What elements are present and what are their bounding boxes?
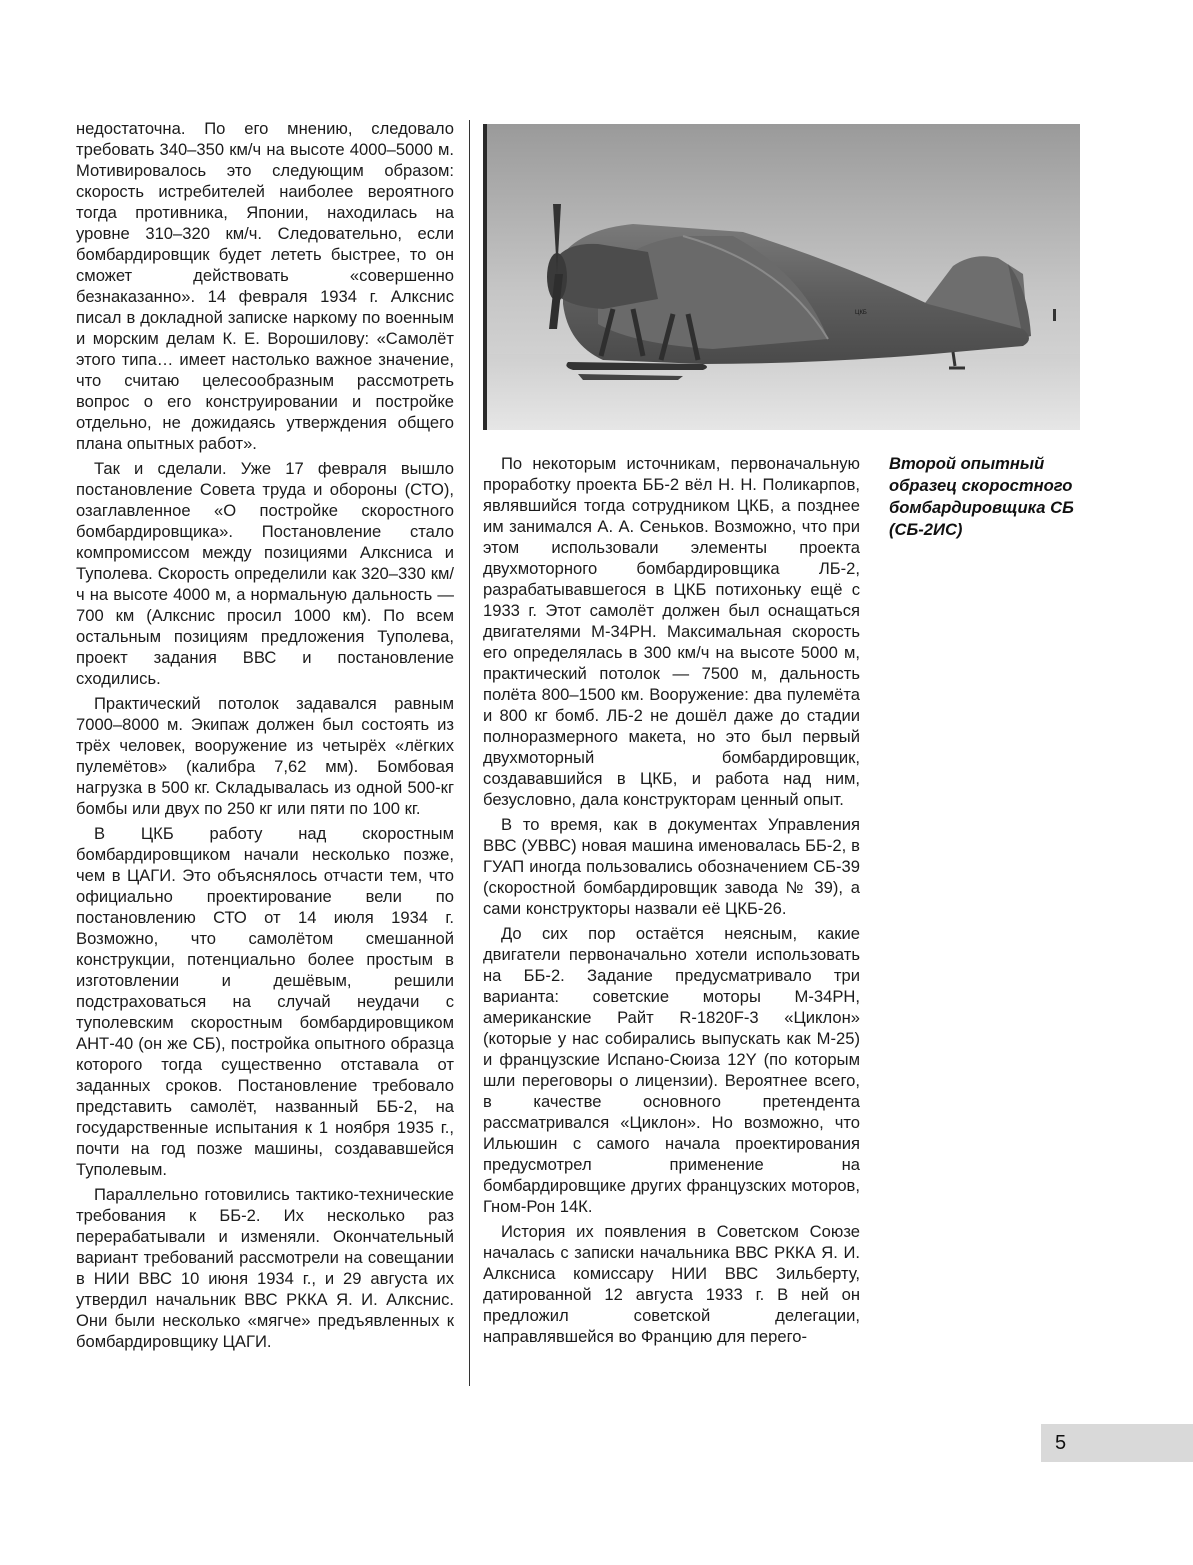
middle-text-column [483, 453, 860, 1351]
paragraph: История их появления в Советском Союзе началась с записки начальника ВВС РККА Я. И. Алксниса комиссару НИИ ВВС Зильберту, датированной 12 августа 1933 г. В ней он предложил советской делегации, направлявшейся во Францию для перего- [483, 1222, 860, 1346]
page-number-tab [1041, 1424, 1193, 1462]
paragraph: Практический потолок задавался равным 7000–8000 м. Экипаж должен был состоять из трёх человек, вооружение из четырёх «лёгких пулемётов» (калибра 7,62 мм). Бомбовая нагрузка в 500 кг. Складывалась из одной 500-кг бомбы или двух по 250 кг или пяти по 100 кг. [76, 694, 454, 818]
paragraph: До сих пор остаётся неясным, какие двигатели первоначально хотели использовать на ББ-2. Задание предусматривало три варианта: советские моторы М-34РН, американские Райт R-1820F-3 «Циклон» (которые у нас собирались выпускать как М-25) и французские Испано-Сюиза 12Y (по которым шли переговоры о лицензии). Вероятнее всего, в качестве основного претендента рассматривался «Циклон». Но возможно, что Ильюшин с самого начала проектирования предусмотрел применение на бомбардировщике других французских моторов, Гном-Рон 14К. [483, 924, 860, 1216]
paragraph: Так и сделали. Уже 17 февраля вышло постановление Совета труда и обороны (СТО), озаглавленное «О постройке скоростного бомбардировщика». Постановление стало компромиссом между позициями Алксниса и Туполева. Скорость определили как 320–330 км/ч на высоте 4000 м, а нормальную дальность — 700 км (Алкснис просил 1000 км). По всем остальным позициям предложения Туполева, проект задания ВВС и постановление сходились. [76, 459, 454, 688]
photo-caption: Второй опытный образец скоростного бомбардировщика СБ (СБ-2ИС) [889, 454, 1074, 539]
left-text-column [76, 118, 454, 1356]
paragraph: В ЦКБ работу над скоростным бомбардировщиком начали несколько позже, чем в ЦАГИ. Это объяснялось отчасти тем, что официально проектирование вели по постановлению СТО от 14 июля 1934 г. Возможно, что самолётом смешанной конструкции, потенциально более простым в изготовлении и дешёвым, решили подстраховаться на случай неудачи с туполевским скоростным бомбардировщиком АНТ-40 (он же СБ), постройка опытного образца которого тогда существенно отставала от заданных сроков. Постановление требовало представить самолёт, названный ББ-2, на государственные испытания к 1 ноября 1935 г., почти на год позже машины, создававшейся Туполевым. [76, 824, 454, 1179]
column-divider [469, 120, 470, 1386]
page-number: 5 [1055, 1432, 1067, 1454]
paragraph: В то время, как в документах Управления ВВС (УВВС) новая машина именовалась ББ-2, в ГУАП иногда пользовались обозначением СБ-39 (скоростной бомбардировщик завода № 39), а сами конструкторы назвали её ЦКБ-26. [483, 815, 860, 918]
paragraph: Параллельно готовились тактико-технические требования к ББ-2. Их несколько раз перерабатывали и изменяли. Окончательный вариант требований рассмотрели на совещании в НИИ ВВС 10 июня 1934 г., и 29 августа их утвердил начальник ВВС РККА Я. И. Алкснис. Они были несколько «мягче» предъявленных к бомбардировщику ЦАГИ. [76, 1185, 454, 1351]
fuselage-marking: ЦКБ [855, 310, 867, 316]
aircraft-photo [483, 124, 1080, 430]
paragraph: По некоторым источникам, первоначальную проработку проекта ББ-2 вёл Н. Н. Поликарпов, являвшийся тогда сотрудником ЦКБ, а позднее им занимался А. А. Сеньков. Возможно, что при этом использовали элементы проекта двухмоторного бомбардировщика ЛБ-2, разрабатывавшегося в ЦКБ потихоньку ещё с 1933 г. Этот самолёт должен был оснащаться двигателями М-34РН. Максимальная скорость его определялась в 300 км/ч на высоте 5000 м, практический потолок — 7500 м, дальность полёта 800–1500 км. Вооружение: два пулемёта и 800 кг бомб. ЛБ-2 не дошёл даже до стадии полноразмерного макета, но это был первый двухмоторный бомбардировщик, создававшийся в ЦКБ, и работа над ним, безусловно, дала конструкторам ценный опыт. [483, 454, 860, 809]
paragraph: недостаточна. По его мнению, следовало требовать 340–350 км/ч на высоте 4000–5000 м. Мотивировалось это следующим образом: скорость истребителей наиболее вероятного тогда противника, Японии, находилась на уровне 310–320 км/ч. Следовательно, если бомбардировщик будет лететь быстрее, то он сможет действовать «совершенно безнаказанно». 14 февраля 1934 г. Алкснис писал в докладной записке наркому по военным и морским делам К. Е. Ворошилову: «Самолёт этого типа… имеет настолько важное значение, что считаю целесообразным рассмотреть вопрос о его конструировании и постройке отдельно, не дожидаясь утверждения общего плана опытных работ». [76, 119, 454, 453]
